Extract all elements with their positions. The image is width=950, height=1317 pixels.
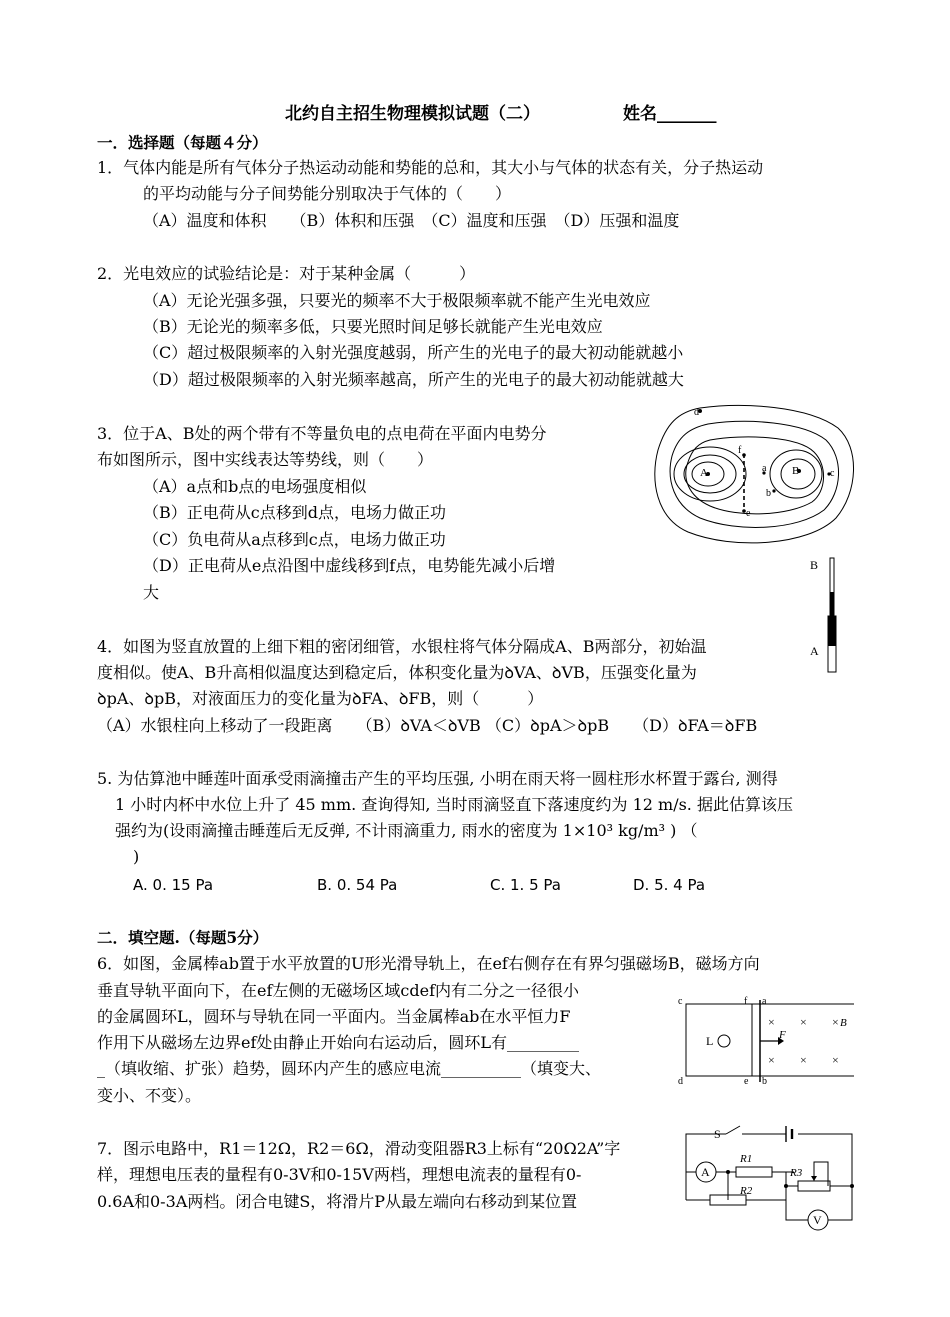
q3-option-d-line1: （D）正电荷从e点沿图中虚线移到f点，电势能先减小后增 <box>143 556 556 575</box>
name-field-label: 姓名_______ <box>623 104 717 124</box>
section-heading-fill: 二．填空题.（每题5分） <box>97 928 269 947</box>
fig6-label-d: d <box>678 1076 683 1087</box>
field-cross: × <box>832 1015 839 1029</box>
q3-option-c: （C）负电荷从a点移到c点，电场力做正功 <box>143 530 446 549</box>
q5-line1: 5. 为估算池中睡莲叶面承受雨滴撞击产生的平均压强, 小明在雨天将一圆柱形水杯置于露台, 测得 <box>97 769 778 788</box>
q3-line2: 布如图所示，图中实线表达等势线，则（ ） <box>97 450 434 469</box>
q6-line3: 的金属圆环L，圆环与导轨在同一平面内。当金属棒ab在水平恒力F <box>97 1007 571 1026</box>
fig7-label-S: S <box>714 1127 721 1141</box>
q7-line1: 7．图示电路中，R1＝12Ω，R2＝6Ω，滑动变阻器R3上标有“20Ω2A”字 <box>97 1139 621 1158</box>
ammeter-label: A <box>701 1165 710 1179</box>
q6-line1: 6．如图，金属棒ab置于水平放置的U形光滑导轨上，在ef右侧存在有界匀强磁场B，磁场方向 <box>97 954 760 973</box>
q5-line3: 强约为(设雨滴撞击睡莲后无反弹, 不计雨滴重力, 雨水的密度为 1×10³ kg/m³ ) （ <box>115 821 698 840</box>
q5-option-c: C. 1. 5 Pa <box>490 876 561 894</box>
q3-line1: 3．位于A、B处的两个带有不等量负电的点电荷在平面内电势分 <box>97 424 547 443</box>
q3-option-d-line2: 大 <box>143 583 160 602</box>
fig3-label-c: c <box>830 468 835 479</box>
field-cross: × <box>768 1015 775 1029</box>
q1-line2: 的平均动能与分子间势能分别取决于气体的（ ） <box>143 184 512 203</box>
fig7-label-R3: R3 <box>790 1167 803 1179</box>
q4-line3: ꝺpA、ꝺpB，对液面压力的变化量为ꝺFA、ꝺFB，则（ ） <box>97 689 544 708</box>
q4-line2: 度相似。使A、B升高相似温度达到稳定后，体积变化量为ꝺVA、ꝺVB，压强变化量为 <box>97 663 697 682</box>
fig4-label-B: B <box>810 558 819 572</box>
fig3-label-b: b <box>766 488 771 499</box>
q5-line4: ) <box>133 847 140 866</box>
voltmeter-label: V <box>813 1213 822 1227</box>
fig3-label-a: a <box>762 463 767 474</box>
q2-stem: 2．光电效应的试验结论是：对于某种金属（ ） <box>97 264 476 283</box>
q6-line5: _（填收缩、扩张）趋势，圆环内产生的感应电流__________（填变大、 <box>97 1059 602 1078</box>
field-cross: × <box>832 1053 839 1067</box>
section-heading-choice: 一．选择题（每题４分） <box>97 133 268 152</box>
q3-option-b: （B）正电荷从c点移到d点，电场力做正功 <box>143 503 446 522</box>
q2-option-a: （A）无论光强多强，只要光的频率不大于极限频率就不能产生光电效应 <box>143 291 651 310</box>
q7-line2: 样，理想电压表的量程有0-3V和0-15V两档，理想电流表的量程有0- <box>97 1165 582 1184</box>
q5-option-b: B. 0. 54 Pa <box>317 876 398 894</box>
fig6-label-L: L <box>706 1034 714 1048</box>
rail-field-figure <box>674 994 858 1088</box>
field-cross: × <box>800 1015 807 1029</box>
fig3-label-B: B <box>792 465 800 477</box>
fig6-label-B: B <box>840 1017 847 1029</box>
q5-option-a: A. 0. 15 Pa <box>133 876 214 894</box>
fig3-label-f: f <box>738 445 742 456</box>
equipotential-figure <box>648 400 860 550</box>
fig6-label-e: e <box>744 1076 749 1087</box>
fig7-label-R1: R1 <box>740 1153 753 1165</box>
q4-options: （A）水银柱向上移动了一段距离 （B）ꝺVA＜ꝺVB （C）ꝺpA＞ꝺpB （D）ꝺFA＝ꝺFB <box>97 716 758 735</box>
q6-line4: 作用下从磁场左边界ef处由静止开始向右运动后，圆环L有_________ <box>97 1033 580 1052</box>
fig3-label-A: A <box>700 467 708 479</box>
q6-line2: 垂直导轨平面向下，在ef左侧的无磁场区域cdef内有二分之一径很小 <box>97 981 579 1000</box>
q1-line1: 1．气体内能是所有气体分子热运动动能和势能的总和，其大小与气体的状态有关，分子热运动 <box>97 158 764 177</box>
q5-option-d: D. 5. 4 Pa <box>633 876 706 894</box>
q6-line6: 变小、不变）。 <box>97 1086 202 1105</box>
field-cross: × <box>768 1053 775 1067</box>
fig6-label-F: F <box>779 1029 786 1041</box>
q2-option-d: （D）超过极限频率的入射光频率越高，所产生的光电子的最大初动能就越大 <box>143 370 684 389</box>
q2-option-c: （C）超过极限频率的入射光强度越弱，所产生的光电子的最大初动能就越小 <box>143 343 684 362</box>
fig6-label-f: f <box>744 996 748 1007</box>
fig7-label-R2: R2 <box>740 1185 753 1197</box>
q3-option-a: （A）a点和b点的电场强度相似 <box>143 477 367 496</box>
q7-line3: 0.6A和0-3A两档。闭合电键S，将滑片P从最左端向右移动到某位置 <box>97 1192 578 1211</box>
fig6-label-c: c <box>678 996 683 1007</box>
field-cross: × <box>800 1053 807 1067</box>
fig3-label-e: e <box>746 508 751 519</box>
circuit-figure <box>682 1124 858 1236</box>
page-title: 北约自主招生物理模拟试题（二） <box>285 104 540 124</box>
q1-options: （A）温度和体积 （B）体积和压强 （C）温度和压强 （D）压强和温度 <box>143 211 680 230</box>
q5-line2: 1 小时内杯中水位上升了 45 mm. 查询得知, 当时雨滴竖直下落速度约为 12 m/s. 据此估算该压 <box>115 795 793 814</box>
fig4-label-A: A <box>810 644 819 658</box>
fig6-label-b: b <box>762 1076 767 1087</box>
fig3-label-d: d <box>694 407 699 418</box>
q4-line1: 4．如图为竖直放置的上细下粗的密闭细管，水银柱将气体分隔成A、B两部分，初始温 <box>97 637 707 656</box>
fig6-label-a: a <box>762 996 767 1007</box>
q2-option-b: （B）无论光的频率多低，只要光照时间足够长就能产生光电效应 <box>143 317 603 336</box>
tube-figure <box>806 556 846 676</box>
